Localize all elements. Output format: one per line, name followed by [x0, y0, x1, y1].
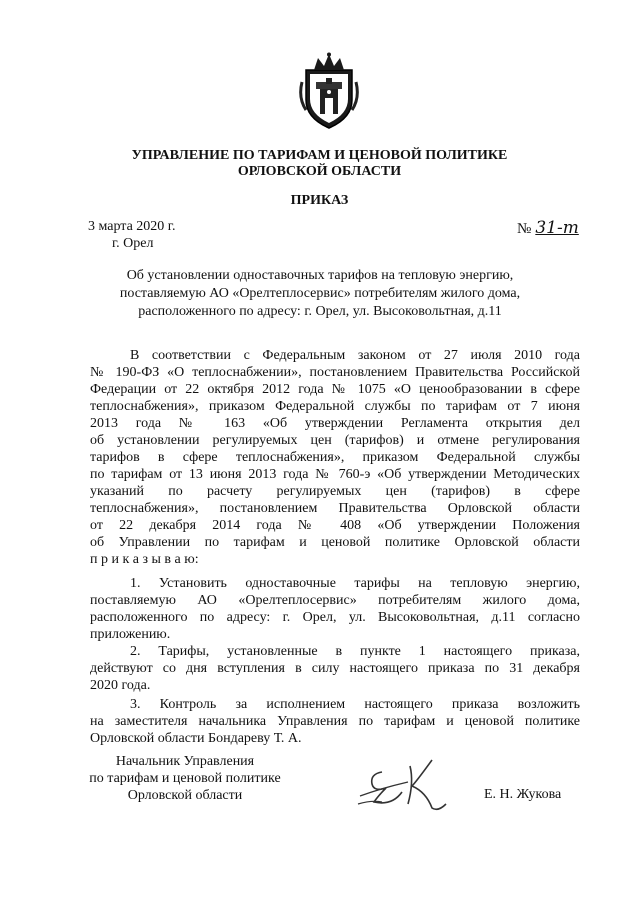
preamble-line: Федерации от 22 октября 2012 года № 1075 «О ценообразовании в сфере	[90, 382, 580, 397]
signer-title-line3: Орловской области	[127, 788, 243, 803]
item3-line: на заместителя начальника Управления по тарифам и ценовой политике	[90, 714, 580, 729]
preamble-line: от 22 декабря 2014 года № 408 «Об утверждении Положения	[90, 518, 580, 533]
document-number-handwritten: 31-т	[535, 218, 579, 238]
coat-of-arms-emblem	[298, 52, 360, 130]
preamble-line: по тарифам от 13 июня 2013 года № 760-э «Об утверждении Методических	[90, 467, 580, 482]
document-type-title: ПРИКАЗ	[290, 193, 349, 208]
item2-line: 2020 года.	[90, 678, 151, 693]
preamble-line: В соответствии с Федеральным законом от 27 июля 2010 года	[130, 348, 580, 363]
preamble-line: указаний по расчету регулируемых цен (тарифов) в сфере	[90, 484, 580, 499]
organization-title-line1: УПРАВЛЕНИЕ ПО ТАРИФАМ И ЦЕНОВОЙ ПОЛИТИКЕ	[131, 148, 508, 163]
item2-line: действуют со дня вступления в силу настоящего приказа по 31 декабря	[90, 661, 580, 676]
preamble-line: теплоснабжения», постановлением Правительства Орловской области	[90, 501, 580, 516]
subject-line: расположенного по адресу: г. Орел, ул. Высоковольтная, д.11	[138, 304, 502, 319]
organization-title-line2: ОРЛОВСКОЙ ОБЛАСТИ	[237, 164, 402, 179]
item1-line: приложению.	[90, 627, 171, 642]
handwritten-signature	[352, 752, 462, 812]
preamble-line: теплоснабжения», приказом Федеральной службы по тарифам от 7 июня	[90, 399, 580, 414]
item3-line: Орловской области Бондареву Т. А.	[90, 731, 302, 746]
item1-line: расположенного по адресу: г. Орел, ул. Высоковольтная, д.11 согласно	[90, 610, 580, 625]
document-date: 3 марта 2020 г.	[88, 219, 176, 234]
order-keyword: п р и к а з ы в а ю:	[90, 552, 199, 567]
item1-line: 1. Установить одноставочные тарифы на тепловую энергию,	[130, 576, 580, 591]
document-number	[517, 218, 579, 238]
signer-title-line2: по тарифам и ценовой политике	[89, 771, 281, 786]
preamble-line: № 190-ФЗ «О теплоснабжении», постановлением Правительства Российской	[90, 365, 580, 380]
document-city: г. Орел	[112, 236, 154, 251]
item1-line: поставляемую АО «Орелтеплосервис» потребителям жилого дома,	[90, 593, 580, 608]
item3-line: 3. Контроль за исполнением настоящего приказа возложить	[130, 697, 580, 712]
document-number-prefix: №	[517, 221, 532, 237]
signer-name: Е. Н. Жукова	[484, 787, 562, 802]
preamble-line: 2013 года № 163 «Об утверждении Регламента открытия дел	[90, 416, 580, 431]
subject-line: поставляемую АО «Орелтеплосервис» потребителям жилого дома,	[119, 286, 521, 301]
preamble-line: об установлении регулируемых цен (тарифов) и отмене регулирования	[90, 433, 580, 448]
subject-line: Об установлении одноставочных тарифов на тепловую энергию,	[126, 268, 514, 283]
item2-line: 2. Тарифы, установленные в пункте 1 настоящего приказа,	[130, 644, 580, 659]
signer-title-line1: Начальник Управления	[115, 754, 255, 769]
preamble-line: об Управлении по тарифам и ценовой политике Орловской области	[90, 535, 580, 550]
preamble-line: тарифов в сфере теплоснабжения», приказом Федеральной службы	[90, 450, 580, 465]
